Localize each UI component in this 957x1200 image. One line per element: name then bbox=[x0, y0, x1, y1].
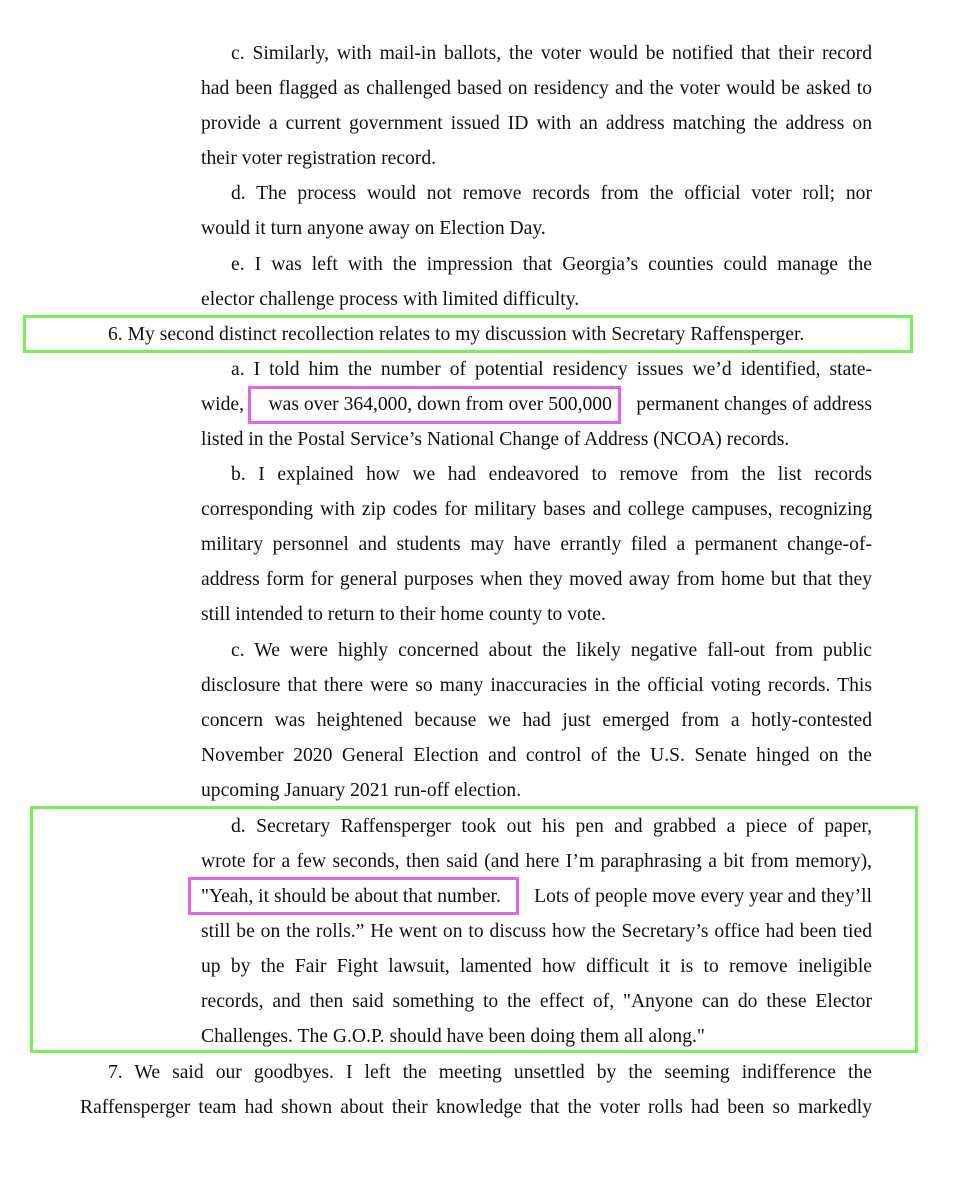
para-6a-highlighted-figures: was over 364,000, down from over 500,000 bbox=[268, 394, 612, 415]
pink-highlight-box-quote bbox=[188, 877, 519, 915]
para-6b-line-1: b. I explained how we had endeavored to remove from the list records bbox=[231, 464, 872, 485]
para-6c-line-4: November 2020 General Election and control of the U.S. Senate hinged on the bbox=[201, 745, 872, 766]
para-5c-line-1: c. Similarly, with mail-in ballots, the voter would be notified that their record bbox=[231, 43, 872, 64]
para-5e-line-1: e. I was left with the impression that Georgia’s counties could manage the bbox=[231, 254, 872, 275]
para-6b-line-5: still intended to return to their home county to vote. bbox=[201, 604, 606, 625]
para-6a-line-2-post: permanent changes of address bbox=[636, 394, 872, 415]
para-6a-line-2-pre: wide, bbox=[201, 394, 244, 415]
para-6d-line-1: d. Secretary Raffensperger took out his pen and grabbed a piece of paper, bbox=[231, 816, 872, 837]
para-5c-line-2: had been flagged as challenged based on residency and the voter would be asked to bbox=[201, 78, 872, 99]
para-5d-line-1: d. The process would not remove records from the official voter roll; nor bbox=[231, 183, 872, 204]
para-6b-line-2: corresponding with zip codes for military bases and college campuses, recognizing bbox=[201, 499, 872, 520]
para-6c-line-1: c. We were highly concerned about the likely negative fall-out from public bbox=[231, 640, 872, 661]
para-6d-highlighted-quote: "Yeah, it should be about that number. bbox=[201, 886, 501, 907]
para-6d-line-5: up by the Fair Fight lawsuit, lamented how difficult it is to remove ineligible bbox=[201, 956, 872, 977]
para-6b-line-3: military personnel and students may have errantly filed a permanent change-of- bbox=[201, 534, 872, 555]
para-6d-line-2: wrote for a few seconds, then said (and here I’m paraphrasing a bit from memory), bbox=[201, 851, 872, 872]
para-5c-line-3: provide a current government issued ID with an address matching the address on bbox=[201, 113, 872, 134]
para-7-line-1: 7. We said our goodbyes. I left the meeting unsettled by the seeming indifference the bbox=[108, 1062, 872, 1083]
para-6a-line-1: a. I told him the number of potential residency issues we’d identified, state- bbox=[231, 359, 872, 380]
para-5c-line-4: their voter registration record. bbox=[201, 148, 437, 169]
para-6c-line-5: upcoming January 2021 run-off election. bbox=[201, 780, 522, 801]
para-6d-line-7: Challenges. The G.O.P. should have been doing them all along." bbox=[201, 1026, 705, 1047]
pink-highlight-box-figures bbox=[248, 386, 621, 424]
para-6a-line-3: listed in the Postal Service’s National Change of Address (NCOA) records. bbox=[201, 429, 790, 450]
para-5e-line-2: elector challenge process with limited difficulty. bbox=[201, 289, 580, 310]
para-6d-line-4: still be on the rolls.” He went on to discuss how the Secretary’s office had been tied bbox=[201, 921, 872, 942]
para-7-line-2: Raffensperger team had shown about their knowledge that the voter rolls had been so markedly bbox=[80, 1097, 872, 1118]
para-6b-line-4: address form for general purposes when they moved away from home but that they bbox=[201, 569, 872, 590]
para-6-heading: 6. My second distinct recollection relates to my discussion with Secretary Raffensperger. bbox=[108, 324, 805, 345]
para-6c-line-2: disclosure that there were so many inaccuracies in the official voting records. This bbox=[201, 675, 872, 696]
para-6c-line-3: concern was heightened because we had just emerged from a hotly-contested bbox=[201, 710, 872, 731]
para-5d-line-2: would it turn anyone away on Election Day. bbox=[201, 218, 546, 239]
para-6d-line-6: records, and then said something to the effect of, "Anyone can do these Elector bbox=[201, 991, 872, 1012]
para-6d-line-3-post: Lots of people move every year and they’ll bbox=[534, 886, 872, 907]
